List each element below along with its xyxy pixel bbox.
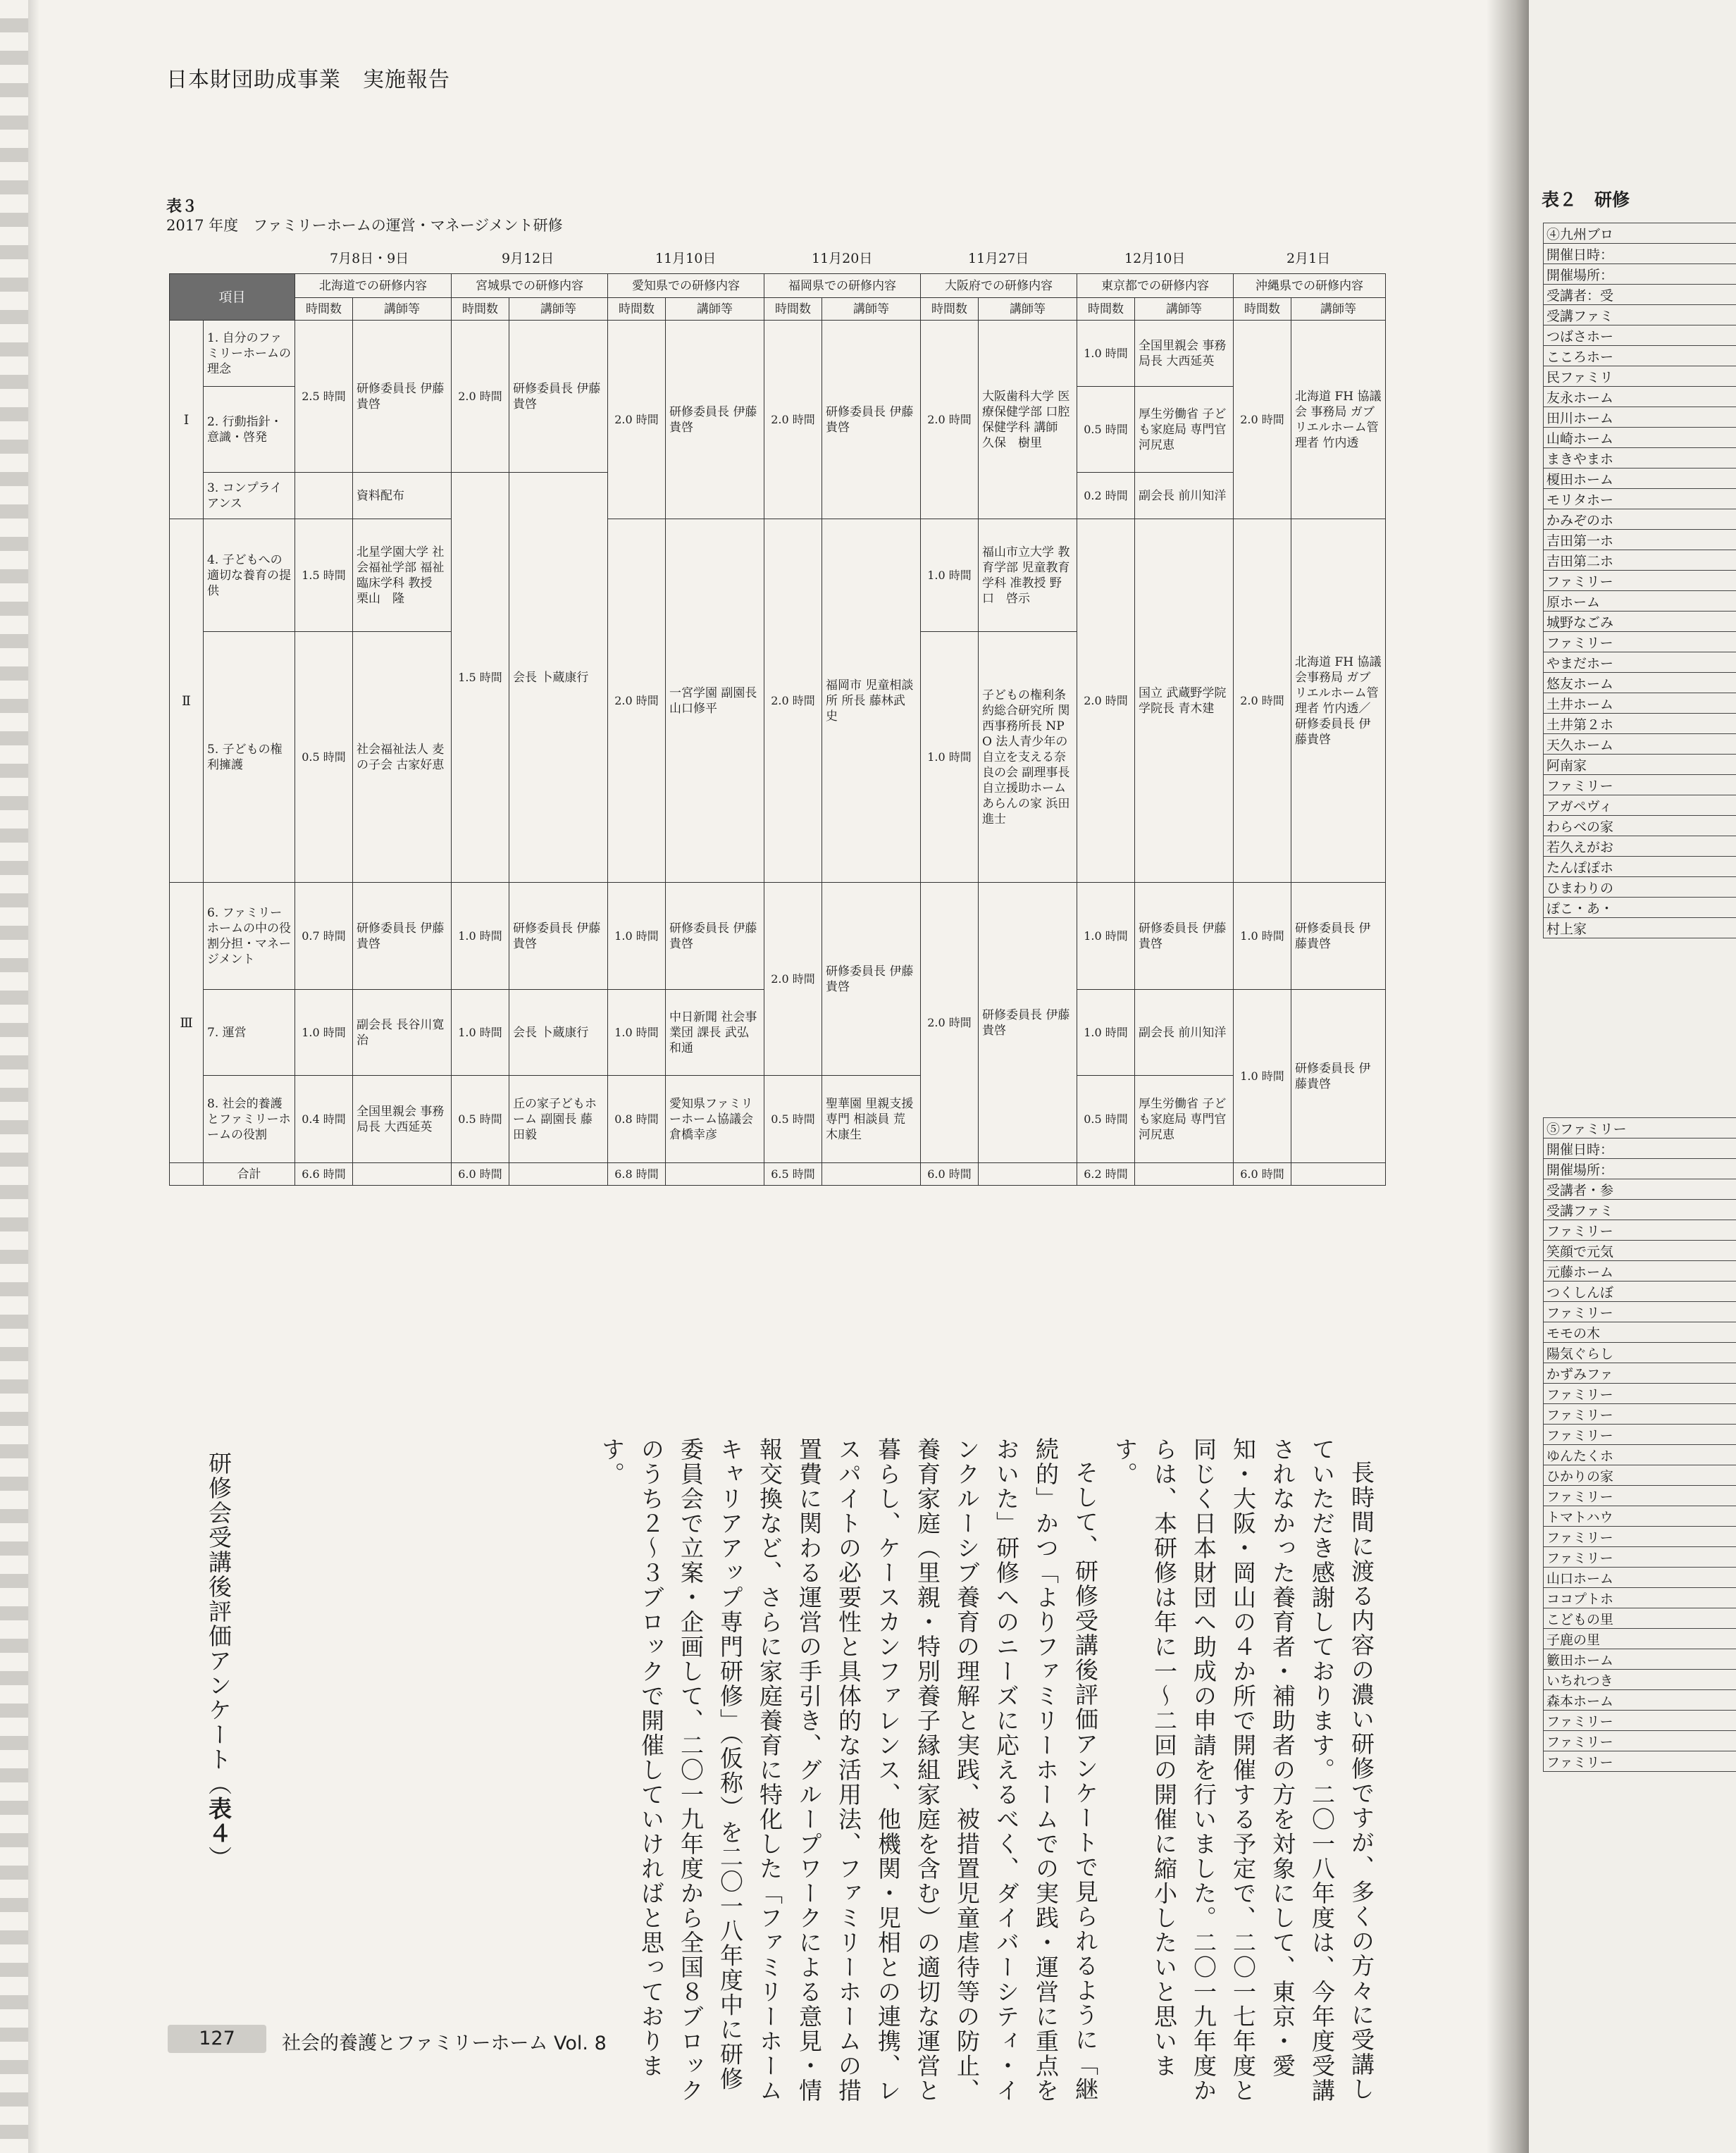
training-table <box>169 273 1386 1186</box>
total-label: 合計 <box>204 1163 295 1186</box>
lecturer-hokkaido-6: 研修委員長 伊藤貴啓 <box>353 883 452 990</box>
right-list-item: 陽気ぐらし <box>1544 1343 1736 1363</box>
empty-cell <box>822 1163 921 1186</box>
binding-shadow <box>28 0 39 2153</box>
right-list-item: ファミリー <box>1544 1711 1736 1731</box>
right-list-item: ファミリー <box>1544 1486 1736 1506</box>
date-okinawa: 2月1日 <box>1286 251 1331 266</box>
right-list-item: やまだホー <box>1544 652 1736 673</box>
right-list-item: ファミリー <box>1544 1384 1736 1404</box>
item-2: 2. 行動指針・意識・啓発 <box>204 387 295 473</box>
right-list-item: 子鹿の里 <box>1544 1629 1736 1649</box>
right-list-item: 村上家 <box>1544 918 1736 938</box>
right-list-item: 若久えがお <box>1544 836 1736 857</box>
right-list-item: ファミリー <box>1544 1731 1736 1751</box>
venue-fukuoka: 福岡県での研修内容 <box>764 274 921 298</box>
right-list-item: 吉田第二ホ <box>1544 550 1736 571</box>
lecturer-fukuoka-8: 聖華園 里親支援専門 相談員 荒木康生 <box>822 1076 921 1163</box>
lecturer-miyagi-8: 丘の家子どもホーム 副園長 藤田毅 <box>509 1076 608 1163</box>
empty-cell <box>509 1163 608 1186</box>
col-hours: 時間数 <box>452 298 509 321</box>
col-lecturer: 講師等 <box>1135 298 1234 321</box>
hours-okinawa-1: 2.0 時間 <box>1234 321 1291 519</box>
item-7: 7. 運営 <box>204 990 295 1076</box>
hours-osaka-4: 1.0 時間 <box>921 519 979 632</box>
venue-okinawa: 沖縄県での研修内容 <box>1234 274 1386 298</box>
right-list-item: 土井ホーム <box>1544 693 1736 714</box>
col-lecturer: 講師等 <box>1291 298 1386 321</box>
right-list-item: 開催場所： <box>1544 264 1736 285</box>
right-list-item: ゆんたくホ <box>1544 1445 1736 1465</box>
hours-tokyo-8: 0.5 時間 <box>1077 1076 1135 1163</box>
hours-hokkaido-4: 1.5 時間 <box>295 519 353 632</box>
col-hours: 時間数 <box>764 298 822 321</box>
hours-okinawa-6: 1.0 時間 <box>1234 883 1291 990</box>
venue-tokyo: 東京都での研修内容 <box>1077 274 1234 298</box>
right-list-item: こどもの里 <box>1544 1608 1736 1629</box>
col-hours: 時間数 <box>608 298 666 321</box>
right-list-item: ひかりの家 <box>1544 1465 1736 1486</box>
right-list-item: ファミリー <box>1544 1220 1736 1241</box>
section-heading <box>199 1451 238 2085</box>
table-subtitle: 2017 年度 ファミリーホームの運営・マネージメント研修 <box>166 217 563 234</box>
hours-hokkaido-8: 0.4 時間 <box>295 1076 353 1163</box>
hours-aichi-1: 2.0 時間 <box>608 321 666 519</box>
total-hokkaido: 6.6 時間 <box>295 1163 353 1186</box>
right-list-item: 開催日時： <box>1544 1138 1736 1159</box>
lecturer-osaka-4: 福山市立大学 教育学部 児童教育学科 准教授 野口 啓示 <box>979 519 1077 632</box>
item-5: 5. 子どもの権利擁護 <box>204 632 295 883</box>
lecturer-fukuoka-2: 福岡市 児童相談所 所長 藤林武史 <box>822 519 921 883</box>
lecturer-tokyo-8: 厚生労働省 子ども家庭局 専門官 河尻恵 <box>1135 1076 1234 1163</box>
right-list-2 <box>1543 1117 1736 1772</box>
right-list-item: 山口ホーム <box>1544 1568 1736 1588</box>
right-list-item: 開催場所： <box>1544 1159 1736 1179</box>
lecturer-hokkaido-7: 副会長 長谷川寛治 <box>353 990 452 1076</box>
empty-cell <box>295 473 353 519</box>
right-list-item: 天久ホーム <box>1544 734 1736 755</box>
lecturer-hokkaido-1: 研修委員長 伊藤貴啓 <box>353 321 452 473</box>
right-list-1 <box>1543 223 1736 938</box>
date-miyagi: 9月12日 <box>502 251 554 266</box>
col-lecturer: 講師等 <box>979 298 1077 321</box>
hours-hokkaido-6: 0.7 時間 <box>295 883 353 990</box>
right-list-item: わらべの家 <box>1544 816 1736 836</box>
body-paragraph-1: 長時間に渡る内容の濃い研修ですが、多くの方々に受講していただき感謝しております。二〇一八年度は、今年度受講されなかった養育者・補助者の方を対象にして、東京・愛知・大阪・岡山の４か所で開催する予定で、二〇一七年度と同じく日本財団へ助成の申請を行いました。二〇一九年度からは、本研修は年に一～二回の開催に縮小したいと思います。 <box>1111 1437 1375 2103</box>
right-list-item: ファミリー <box>1544 632 1736 652</box>
empty-cell <box>666 1163 764 1186</box>
right-list-item: 土井第２ホ <box>1544 714 1736 734</box>
right-list-item: ファミリー <box>1544 1404 1736 1425</box>
lecturer-aichi-6: 研修委員長 伊藤貴啓 <box>666 883 764 990</box>
right-table-title: 表２ 研修 <box>1542 190 1630 210</box>
empty-cell <box>170 1163 204 1186</box>
section-two: Ⅱ <box>170 519 204 883</box>
hours-aichi-8: 0.8 時間 <box>608 1076 666 1163</box>
col-lecturer: 講師等 <box>666 298 764 321</box>
hours-tokyo-3: 0.2 時間 <box>1077 473 1135 519</box>
right-list-item: ぽこ・あ・ <box>1544 898 1736 918</box>
hours-fukuoka-2: 2.0 時間 <box>764 519 822 883</box>
hours-tokyo-6: 1.0 時間 <box>1077 883 1135 990</box>
lecturer-tokyo-1: 全国里親会 事務局長 大西延英 <box>1135 321 1234 387</box>
lecturer-tokyo-2: 厚生労働省 子ども家庭局 専門官 河尻恵 <box>1135 387 1234 473</box>
page-number: 127 <box>168 2025 266 2053</box>
section-heading-ref: 表４ <box>205 1797 232 1846</box>
lecturer-osaka-3: 研修委員長 伊藤貴啓 <box>979 883 1077 1163</box>
lecturer-fukuoka-1: 研修委員長 伊藤貴啓 <box>822 321 921 519</box>
right-list-item: ひまわりの <box>1544 877 1736 898</box>
lecturer-tokyo-7: 副会長 前川知洋 <box>1135 990 1234 1076</box>
total-aichi: 6.8 時間 <box>608 1163 666 1186</box>
right-list-item: 開催日時： <box>1544 244 1736 264</box>
section-one: Ⅰ <box>170 321 204 519</box>
empty-cell <box>1291 1163 1386 1186</box>
lecturer-aichi-1: 研修委員長 伊藤貴啓 <box>666 321 764 519</box>
body-text <box>282 1437 1381 2114</box>
lecturer-okinawa-1: 北海道 FH 協議会 事務局 ガブリエルホーム管理者 竹内透 <box>1291 321 1386 519</box>
item-header: 項目 <box>170 274 295 321</box>
hours-miyagi-2: 1.5 時間 <box>452 473 509 883</box>
right-list-item: 森本ホーム <box>1544 1690 1736 1711</box>
page-header: 日本財団助成事業 実施報告 <box>166 68 450 92</box>
venue-hokkaido: 北海道での研修内容 <box>295 274 452 298</box>
date-fukuoka: 11月20日 <box>812 251 873 266</box>
right-list-item: 受講者：受 <box>1544 285 1736 305</box>
hours-aichi-6: 1.0 時間 <box>608 883 666 990</box>
hours-okinawa-78: 1.0 時間 <box>1234 990 1291 1163</box>
right-list-item: かずみファ <box>1544 1363 1736 1384</box>
hours-tokyo-1: 1.0 時間 <box>1077 321 1135 387</box>
right-list-item: つばさホー <box>1544 325 1736 346</box>
venue-miyagi: 宮城県での研修内容 <box>452 274 608 298</box>
section-three: Ⅲ <box>170 883 204 1163</box>
right-list-item: 元藤ホーム <box>1544 1261 1736 1282</box>
venue-osaka: 大阪府での研修内容 <box>921 274 1077 298</box>
hours-hokkaido-1: 2.5 時間 <box>295 321 353 473</box>
right-list-item: 受講者・参 <box>1544 1179 1736 1200</box>
right-list-item: トマトハウ <box>1544 1506 1736 1527</box>
hours-aichi-7: 1.0 時間 <box>608 990 666 1076</box>
table-label: 表３ <box>166 198 198 216</box>
date-aichi: 11月10日 <box>655 251 717 266</box>
hours-tokyo-7: 1.0 時間 <box>1077 990 1135 1076</box>
right-list-item: ファミリー <box>1544 1751 1736 1772</box>
right-list-item: かみぞのホ <box>1544 509 1736 530</box>
right-list-item: 城野なごみ <box>1544 612 1736 632</box>
right-list-item: 榎田ホーム <box>1544 469 1736 489</box>
item-1: 1. 自分のファミリーホームの理念 <box>204 321 295 387</box>
right-list-item: 悠友ホーム <box>1544 673 1736 693</box>
hours-tokyo-2: 0.5 時間 <box>1077 387 1135 473</box>
right-list-item: ファミリー <box>1544 1302 1736 1322</box>
hours-fukuoka-1: 2.0 時間 <box>764 321 822 519</box>
col-lecturer: 講師等 <box>822 298 921 321</box>
hours-hokkaido-5: 0.5 時間 <box>295 632 353 883</box>
lecturer-fukuoka-3: 研修委員長 伊藤貴啓 <box>822 883 921 1076</box>
right-list-item: 受講ファミ <box>1544 1200 1736 1220</box>
right-list-item: 受講ファミ <box>1544 305 1736 325</box>
lecturer-tokyo-6: 研修委員長 伊藤貴啓 <box>1135 883 1234 990</box>
right-list-item: 田川ホーム <box>1544 407 1736 428</box>
right-list-item: ④九州ブロ <box>1544 223 1736 244</box>
hours-hokkaido-7: 1.0 時間 <box>295 990 353 1076</box>
right-list-item: 笑顔で元気 <box>1544 1241 1736 1261</box>
hours-aichi-2: 2.0 時間 <box>608 519 666 883</box>
lecturer-aichi-2: 一宮学園 副園長 山口修平 <box>666 519 764 883</box>
section-heading-text: 研修会受講後評価アンケート（ <box>205 1451 232 1797</box>
empty-cell <box>979 1163 1077 1186</box>
col-lecturer: 講師等 <box>509 298 608 321</box>
lecturer-hokkaido-3: 資料配布 <box>353 473 452 519</box>
date-osaka: 11月27日 <box>968 251 1029 266</box>
hours-fukuoka-3: 2.0 時間 <box>764 883 822 1076</box>
hours-miyagi-7: 1.0 時間 <box>452 990 509 1076</box>
binding-edge <box>0 0 28 2153</box>
lecturer-hokkaido-4: 北星学園大学 社会福祉学部 福祉臨床学科 教授 栗山 隆 <box>353 519 452 632</box>
hours-miyagi-8: 0.5 時間 <box>452 1076 509 1163</box>
right-list-item: 友永ホーム <box>1544 387 1736 407</box>
total-fukuoka: 6.5 時間 <box>764 1163 822 1186</box>
right-list-item: いちれつき <box>1544 1670 1736 1690</box>
lecturer-okinawa-6: 研修委員長 伊藤貴啓 <box>1291 883 1386 990</box>
empty-cell <box>353 1163 452 1186</box>
hours-miyagi-1: 2.0 時間 <box>452 321 509 473</box>
hours-okinawa-2: 2.0 時間 <box>1234 519 1291 883</box>
right-list-item: 籔田ホーム <box>1544 1649 1736 1670</box>
total-okinawa: 6.0 時間 <box>1234 1163 1291 1186</box>
lecturer-miyagi-7: 会長 卜蔵康行 <box>509 990 608 1076</box>
right-page <box>1529 0 1736 2153</box>
lecturer-osaka-5: 子どもの権利条約総合研究所 関西事務所長 NPO 法人青少年の自立を支える奈良の会 副理事長 自立援助ホームあらんの家 浜田 進士 <box>979 632 1077 883</box>
hours-osaka-3: 2.0 時間 <box>921 883 979 1163</box>
lecturer-hokkaido-5: 社会福祉法人 麦の子会 古家好恵 <box>353 632 452 883</box>
venue-aichi: 愛知県での研修内容 <box>608 274 764 298</box>
right-list-item: ココプトホ <box>1544 1588 1736 1608</box>
right-list-item: ファミリー <box>1544 1425 1736 1445</box>
col-hours: 時間数 <box>295 298 353 321</box>
hours-tokyo-45: 2.0 時間 <box>1077 519 1135 883</box>
hours-miyagi-6: 1.0 時間 <box>452 883 509 990</box>
item-4: 4. 子どもへの適切な養育の提供 <box>204 519 295 632</box>
item-6: 6. ファミリーホームの中の役割分担・マネージメント <box>204 883 295 990</box>
body-paragraph-2: そして、研修受講後評価アンケートで見られるように「継続的」かつ「よりファミリーホームでの実践・運営に重点をおいた」研修へのニーズに応えるべく、ダイバーシティ・インクルーシブ養育の理解と実践、被措置児童虐待等の防止、養育家庭（里親・特別養子縁組家庭を含む）の適切な運営と暮らし、ケースカンファレンス、他機関・児相との連携、レスパイトの必要性と具体的な活用法、ファミリーホームの措置費に関わる運営の手引き、グループワークによる意見・情報交換など、さらに家庭養育に特化した「ファミリーホームキャリアアップ専門研修」（仮称）を二〇一八年度中に研修委員会で立案・企画して、二〇一九年度から全国８ブロックのうち２～３ブロックで開催していければと思っております。 <box>598 1437 1099 2103</box>
total-tokyo: 6.2 時間 <box>1077 1163 1135 1186</box>
lecturer-miyagi-6: 研修委員長 伊藤貴啓 <box>509 883 608 990</box>
hours-fukuoka-8: 0.5 時間 <box>764 1076 822 1163</box>
right-list-item: こころホー <box>1544 346 1736 366</box>
col-lecturer: 講師等 <box>353 298 452 321</box>
right-list-item: モリタホー <box>1544 489 1736 509</box>
hours-osaka-1: 2.0 時間 <box>921 321 979 519</box>
hours-osaka-5: 1.0 時間 <box>921 632 979 883</box>
right-list-item: つくしんぼ <box>1544 1282 1736 1302</box>
lecturer-miyagi-1: 研修委員長 伊藤貴啓 <box>509 321 608 473</box>
right-list-item: 吉田第一ホ <box>1544 530 1736 550</box>
date-tokyo: 12月10日 <box>1124 251 1186 266</box>
right-list-item: 原ホーム <box>1544 591 1736 612</box>
lecturer-tokyo-3: 副会長 前川知洋 <box>1135 473 1234 519</box>
lecturer-osaka-1: 大阪歯科大学 医療保健学部 口腔保健学科 講師 久保 樹里 <box>979 321 1077 519</box>
right-list-item: 山崎ホーム <box>1544 428 1736 448</box>
col-hours: 時間数 <box>921 298 979 321</box>
right-list-item: ファミリー <box>1544 1527 1736 1547</box>
col-hours: 時間数 <box>1077 298 1135 321</box>
item-3: 3. コンプライアンス <box>204 473 295 519</box>
right-list-item: モモの木 <box>1544 1322 1736 1343</box>
right-list-item: ⑤ファミリー <box>1544 1118 1736 1138</box>
lecturer-aichi-7: 中日新聞 社会事業団 課長 武弘和通 <box>666 990 764 1076</box>
section-heading-close: ） <box>205 1846 232 1870</box>
lecturer-okinawa-78: 研修委員長 伊藤貴啓 <box>1291 990 1386 1163</box>
page-gutter <box>1487 0 1529 2153</box>
item-8: 8. 社会的養護とファミリーホームの役割 <box>204 1076 295 1163</box>
right-list-item: たんぽぽホ <box>1544 857 1736 877</box>
lecturer-miyagi-2: 会長 卜蔵康行 <box>509 473 608 883</box>
total-osaka: 6.0 時間 <box>921 1163 979 1186</box>
lecturer-tokyo-45: 国立 武蔵野学院 学院長 青木建 <box>1135 519 1234 883</box>
lecturer-okinawa-2: 北海道 FH 協議会事務局 ガブリエルホーム管理者 竹内透／研修委員長 伊藤貴啓 <box>1291 519 1386 883</box>
empty-cell <box>1135 1163 1234 1186</box>
right-list-item: ファミリー <box>1544 775 1736 795</box>
right-list-item: ファミリー <box>1544 571 1736 591</box>
lecturer-aichi-8: 愛知県ファミリーホーム協議会 倉橋幸彦 <box>666 1076 764 1163</box>
right-list-item: まきやまホ <box>1544 448 1736 469</box>
right-list-item: アガペヴィ <box>1544 795 1736 816</box>
date-hokkaido: 7月8日・9日 <box>330 251 409 266</box>
right-list-item: ファミリー <box>1544 1547 1736 1568</box>
lecturer-hokkaido-8: 全国里親会 事務局長 大西延英 <box>353 1076 452 1163</box>
journal-title: 社会的養護とファミリーホーム Vol. 8 <box>282 2033 607 2054</box>
col-hours: 時間数 <box>1234 298 1291 321</box>
total-miyagi: 6.0 時間 <box>452 1163 509 1186</box>
right-list-item: 民ファミリ <box>1544 366 1736 387</box>
right-list-item: 阿南家 <box>1544 755 1736 775</box>
